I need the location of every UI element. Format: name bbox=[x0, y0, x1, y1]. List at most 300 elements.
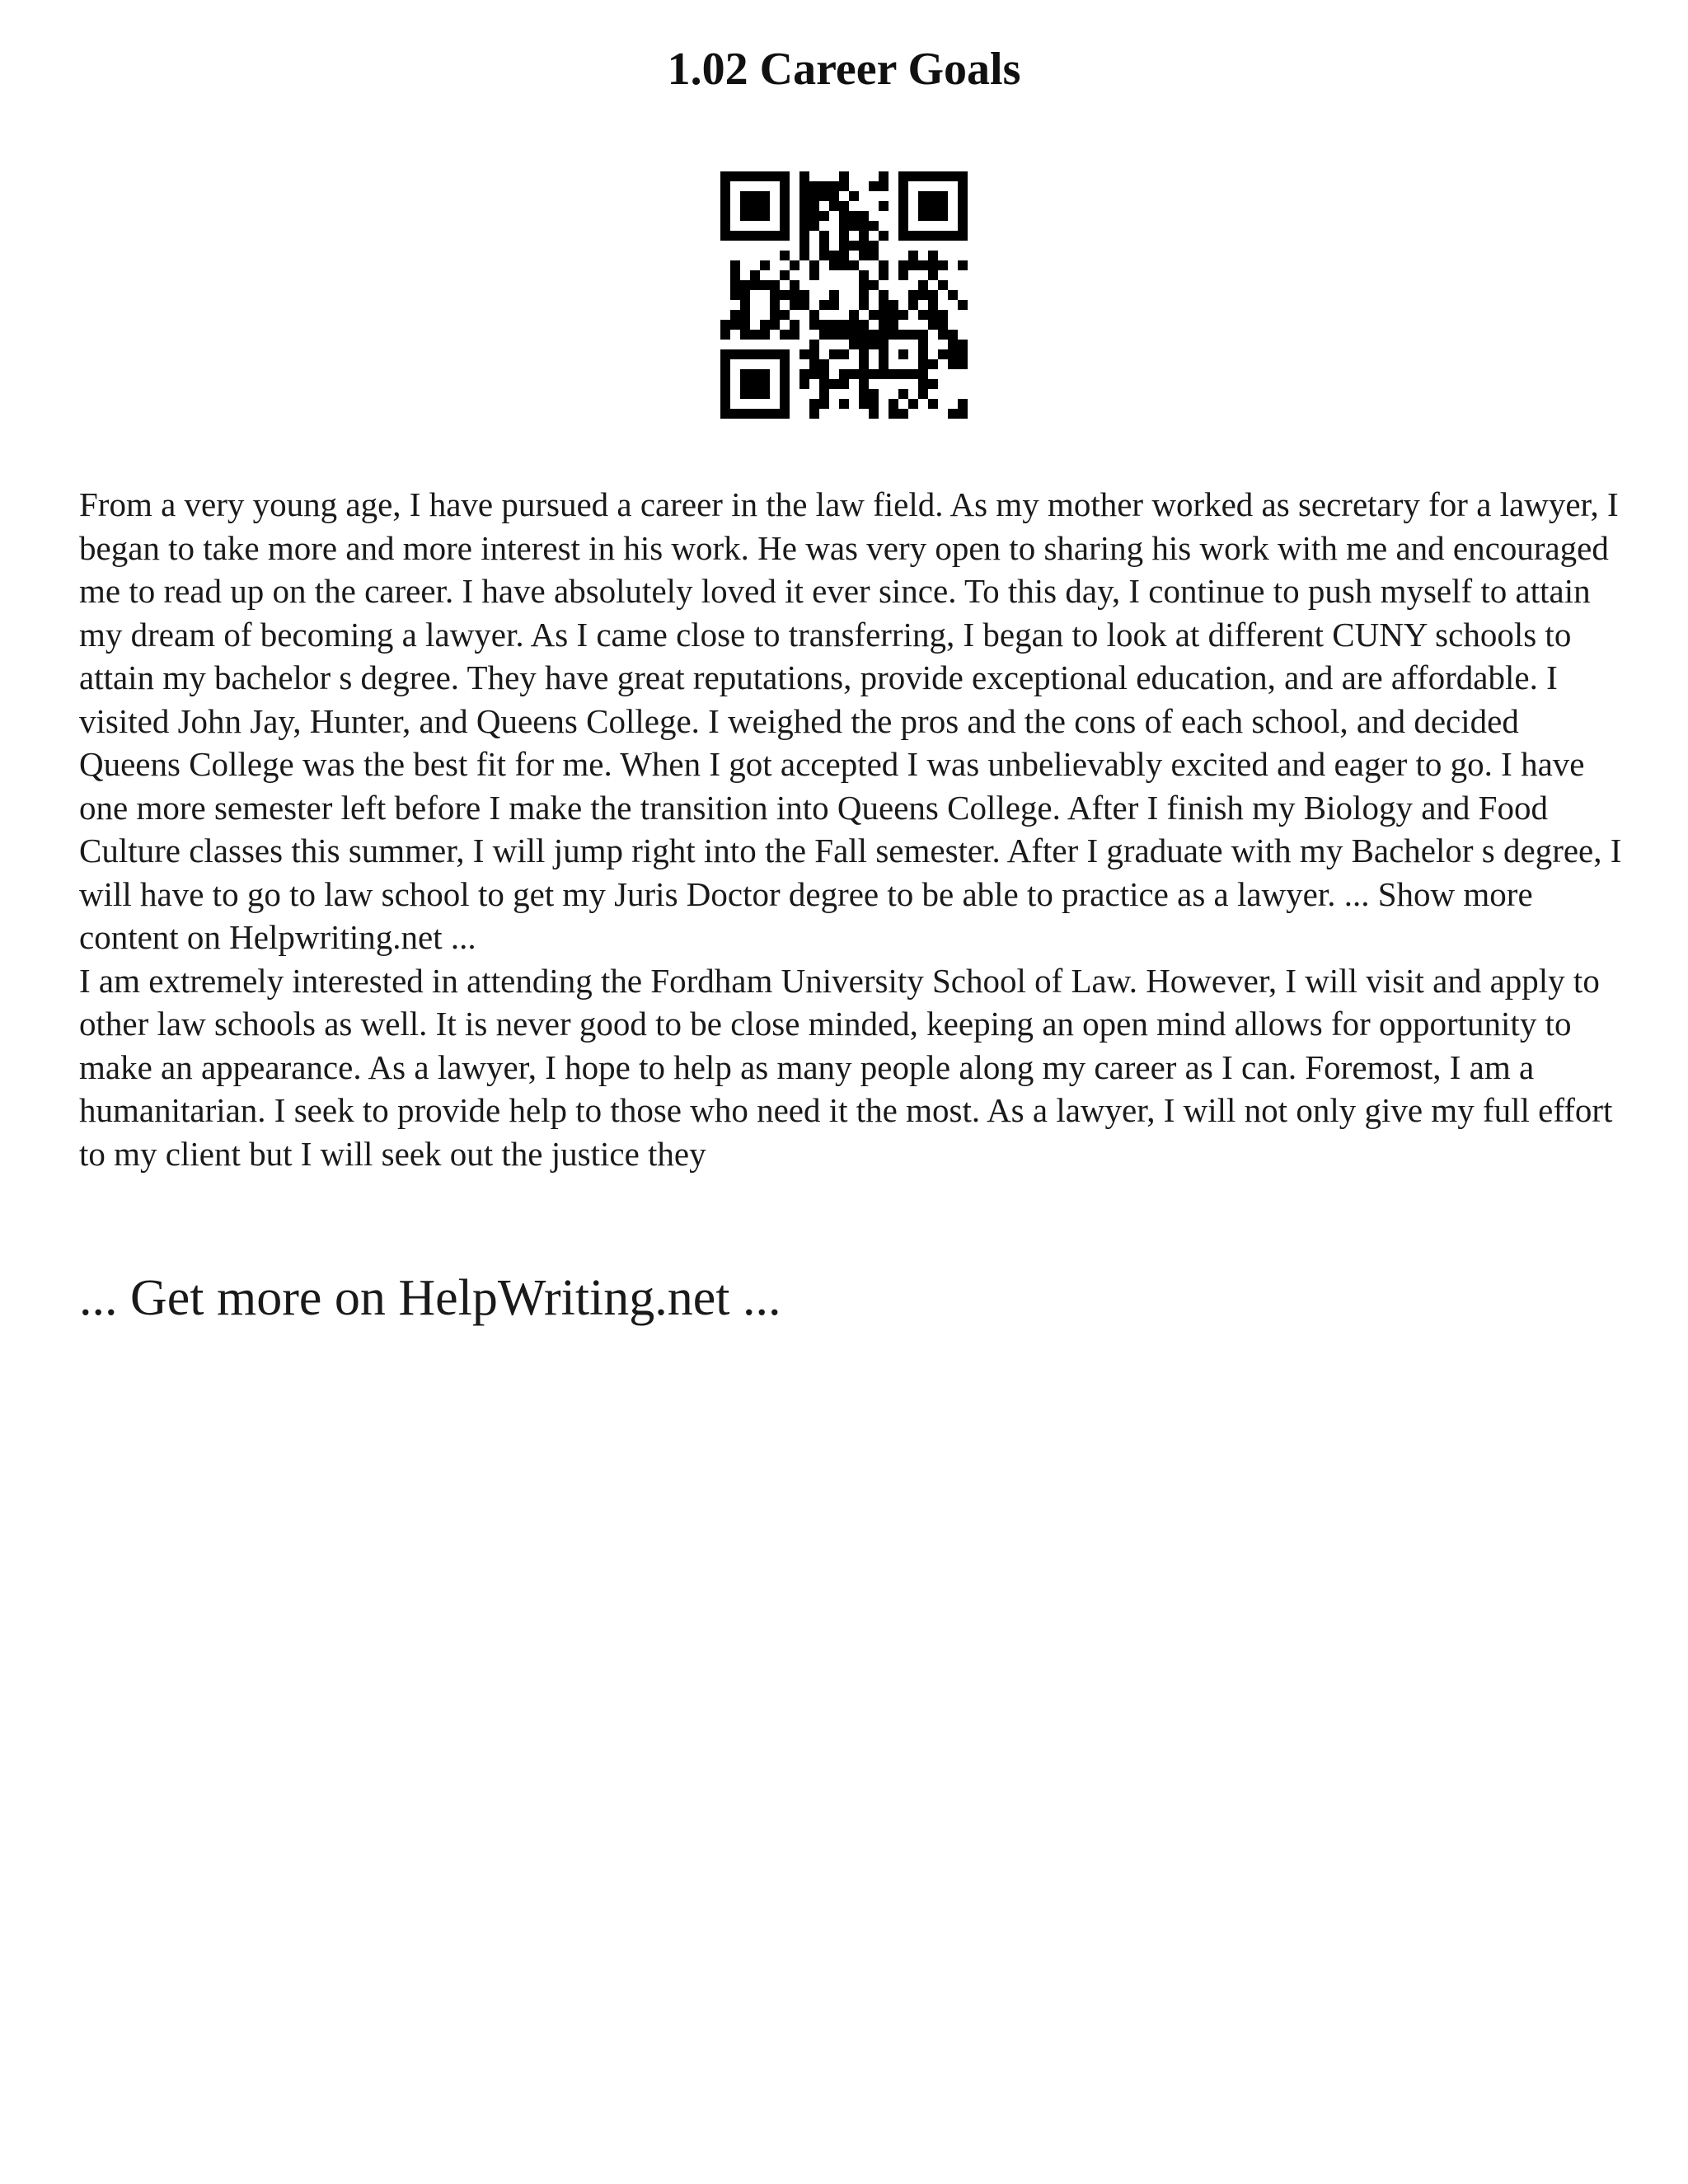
qr-module bbox=[760, 320, 770, 330]
qr-module bbox=[958, 171, 968, 181]
qr-code-icon bbox=[720, 171, 968, 419]
qr-module bbox=[760, 201, 770, 211]
qr-module bbox=[730, 231, 740, 241]
qr-module bbox=[948, 409, 958, 419]
qr-module bbox=[879, 270, 889, 280]
qr-module bbox=[760, 280, 770, 290]
qr-module bbox=[740, 191, 750, 201]
qr-module bbox=[928, 211, 938, 221]
qr-module bbox=[809, 359, 819, 369]
qr-module bbox=[819, 211, 829, 221]
qr-module bbox=[829, 379, 839, 389]
qr-module bbox=[730, 310, 740, 320]
qr-module bbox=[918, 310, 928, 320]
qr-module bbox=[790, 330, 799, 340]
qr-module bbox=[829, 201, 839, 211]
qr-module bbox=[720, 349, 730, 359]
qr-module bbox=[809, 310, 819, 320]
qr-module bbox=[849, 369, 859, 379]
qr-module bbox=[938, 349, 948, 359]
qr-module bbox=[780, 270, 790, 280]
qr-module bbox=[908, 231, 918, 241]
qr-module bbox=[958, 181, 968, 191]
qr-module bbox=[859, 290, 869, 300]
qr-module bbox=[898, 270, 908, 280]
qr-module bbox=[809, 201, 819, 211]
qr-module bbox=[879, 181, 889, 191]
qr-module bbox=[948, 171, 958, 181]
qr-module bbox=[908, 290, 918, 300]
qr-module bbox=[918, 171, 928, 181]
qr-module bbox=[720, 359, 730, 369]
qr-module bbox=[879, 369, 889, 379]
qr-module bbox=[720, 379, 730, 389]
qr-module bbox=[908, 251, 918, 260]
qr-module bbox=[898, 171, 908, 181]
qr-module bbox=[760, 389, 770, 399]
qr-module bbox=[780, 349, 790, 359]
qr-module bbox=[780, 211, 790, 221]
qr-module bbox=[819, 359, 829, 369]
qr-module bbox=[809, 349, 819, 359]
qr-module bbox=[859, 221, 869, 231]
qr-module bbox=[799, 379, 809, 389]
qr-module bbox=[948, 340, 958, 349]
qr-module bbox=[928, 399, 938, 409]
qr-module bbox=[809, 340, 819, 349]
qr-module bbox=[720, 369, 730, 379]
get-more-link[interactable]: ... Get more on HelpWriting.net ... bbox=[79, 1270, 781, 1326]
qr-module bbox=[799, 251, 809, 260]
qr-module bbox=[760, 369, 770, 379]
qr-module bbox=[898, 181, 908, 191]
qr-module bbox=[780, 310, 790, 320]
qr-module bbox=[780, 251, 790, 260]
qr-module bbox=[730, 260, 740, 270]
qr-module bbox=[819, 399, 829, 409]
qr-module bbox=[819, 330, 829, 340]
qr-module bbox=[889, 399, 898, 409]
qr-module bbox=[869, 399, 879, 409]
qr-module bbox=[790, 280, 799, 290]
qr-module bbox=[799, 181, 809, 191]
qr-module bbox=[740, 211, 750, 221]
qr-module bbox=[829, 320, 839, 330]
qr-module bbox=[859, 389, 869, 399]
qr-module bbox=[740, 300, 750, 310]
qr-module bbox=[839, 241, 849, 251]
qr-module bbox=[720, 211, 730, 221]
qr-module bbox=[809, 211, 819, 221]
qr-module bbox=[780, 221, 790, 231]
qr-module bbox=[948, 231, 958, 241]
qr-module bbox=[938, 280, 948, 290]
qr-module bbox=[928, 300, 938, 310]
qr-module bbox=[958, 359, 968, 369]
qr-module bbox=[720, 409, 730, 419]
qr-module bbox=[849, 320, 859, 330]
qr-module bbox=[720, 320, 730, 330]
qr-module bbox=[790, 290, 799, 300]
qr-module bbox=[790, 300, 799, 310]
qr-module bbox=[898, 201, 908, 211]
qr-module bbox=[928, 251, 938, 260]
qr-module bbox=[730, 349, 740, 359]
paragraph: I am extremely interested in attending the Fordham University School of Law. However, I will visit and apply to other law schools as well. It is never good to be close minded, keeping an open mind allows for opportunity to make an appearance. As a lawyer, I hope to help as many people along my career as I can. Foremost, I am a humanitarian. I seek to provide help to those who need it the most. As a lawyer, I will not only give my full effort to my client but I will seek out the justice they bbox=[79, 961, 1613, 1173]
qr-module bbox=[819, 231, 829, 241]
qr-module bbox=[809, 320, 819, 330]
qr-module bbox=[859, 300, 869, 310]
qr-module bbox=[859, 330, 869, 340]
qr-module bbox=[869, 241, 879, 251]
qr-module bbox=[740, 389, 750, 399]
qr-module bbox=[760, 379, 770, 389]
qr-module bbox=[958, 211, 968, 221]
qr-module bbox=[889, 409, 898, 419]
qr-module bbox=[750, 349, 760, 359]
qr-module bbox=[928, 201, 938, 211]
qr-module bbox=[918, 260, 928, 270]
qr-module bbox=[889, 320, 898, 330]
qr-module bbox=[839, 231, 849, 241]
article-body bbox=[79, 483, 1629, 1175]
qr-module bbox=[780, 399, 790, 409]
qr-module bbox=[720, 181, 730, 191]
qr-module bbox=[780, 369, 790, 379]
qr-module bbox=[799, 300, 809, 310]
qr-module bbox=[819, 379, 829, 389]
qr-module bbox=[879, 349, 889, 359]
qr-module bbox=[770, 409, 780, 419]
qr-module bbox=[859, 379, 869, 389]
qr-module bbox=[770, 290, 780, 300]
qr-module bbox=[720, 221, 730, 231]
qr-module bbox=[938, 231, 948, 241]
qr-module bbox=[720, 171, 730, 181]
qr-module bbox=[908, 260, 918, 270]
qr-module bbox=[869, 330, 879, 340]
qr-module bbox=[898, 349, 908, 359]
qr-module bbox=[829, 330, 839, 340]
qr-module bbox=[730, 270, 740, 280]
qr-module bbox=[938, 201, 948, 211]
qr-module bbox=[898, 191, 908, 201]
qr-module bbox=[819, 241, 829, 251]
qr-module bbox=[918, 369, 928, 379]
qr-module bbox=[869, 221, 879, 231]
qr-module bbox=[720, 399, 730, 409]
qr-module bbox=[948, 359, 958, 369]
qr-module bbox=[928, 359, 938, 369]
qr-module bbox=[918, 389, 928, 399]
qr-module bbox=[839, 221, 849, 231]
qr-module bbox=[879, 330, 889, 340]
qr-module bbox=[869, 409, 879, 419]
qr-module bbox=[730, 320, 740, 330]
qr-module bbox=[829, 260, 839, 270]
qr-module bbox=[958, 201, 968, 211]
qr-module bbox=[928, 270, 938, 280]
qr-module bbox=[918, 231, 928, 241]
qr-module bbox=[780, 330, 790, 340]
qr-module bbox=[770, 300, 780, 310]
qr-module bbox=[780, 290, 790, 300]
qr-module bbox=[750, 280, 760, 290]
qr-module bbox=[869, 181, 879, 191]
qr-module bbox=[918, 280, 928, 290]
qr-module bbox=[879, 300, 889, 310]
qr-module bbox=[918, 211, 928, 221]
qr-module bbox=[809, 191, 819, 201]
qr-module bbox=[908, 330, 918, 340]
qr-module bbox=[869, 389, 879, 399]
qr-module bbox=[770, 231, 780, 241]
qr-module bbox=[829, 290, 839, 300]
qr-module bbox=[938, 211, 948, 221]
qr-module bbox=[740, 330, 750, 340]
qr-module bbox=[720, 191, 730, 201]
qr-module bbox=[799, 369, 809, 379]
qr-module bbox=[918, 379, 928, 389]
qr-module bbox=[869, 280, 879, 290]
qr-module bbox=[879, 231, 889, 241]
qr-module bbox=[750, 171, 760, 181]
qr-module bbox=[859, 211, 869, 221]
qr-module bbox=[750, 379, 760, 389]
qr-module bbox=[819, 191, 829, 201]
qr-module bbox=[849, 260, 859, 270]
qr-module bbox=[879, 260, 889, 270]
qr-module bbox=[740, 320, 750, 330]
qr-module bbox=[958, 409, 968, 419]
qr-module bbox=[750, 409, 760, 419]
qr-module bbox=[799, 201, 809, 211]
qr-module bbox=[799, 171, 809, 181]
qr-module bbox=[918, 290, 928, 300]
qr-module bbox=[839, 181, 849, 191]
qr-module bbox=[918, 330, 928, 340]
qr-module bbox=[958, 231, 968, 241]
qr-module bbox=[958, 349, 968, 359]
qr-module bbox=[790, 320, 799, 330]
qr-module bbox=[750, 201, 760, 211]
qr-module bbox=[740, 280, 750, 290]
qr-module bbox=[908, 369, 918, 379]
qr-module bbox=[780, 201, 790, 211]
qr-module bbox=[948, 290, 958, 300]
page-title: 1.02 Career Goals bbox=[667, 44, 1021, 95]
qr-module bbox=[780, 181, 790, 191]
qr-module bbox=[849, 310, 859, 320]
qr-module bbox=[839, 171, 849, 181]
qr-module bbox=[780, 191, 790, 201]
qr-module bbox=[859, 280, 869, 290]
qr-module bbox=[799, 231, 809, 241]
qr-module bbox=[879, 201, 889, 211]
qr-module bbox=[780, 171, 790, 181]
qr-module bbox=[809, 270, 819, 280]
qr-module bbox=[908, 171, 918, 181]
qr-module bbox=[770, 320, 780, 330]
qr-module bbox=[898, 211, 908, 221]
qr-module bbox=[938, 191, 948, 201]
qr-module bbox=[760, 349, 770, 359]
qr-module bbox=[879, 290, 889, 300]
qr-module bbox=[799, 290, 809, 300]
qr-module bbox=[928, 191, 938, 201]
qr-module bbox=[750, 231, 760, 241]
qr-module bbox=[809, 260, 819, 270]
qr-module bbox=[849, 221, 859, 231]
qr-module bbox=[898, 221, 908, 231]
qr-module bbox=[898, 409, 908, 419]
qr-module bbox=[948, 349, 958, 359]
qr-module bbox=[799, 241, 809, 251]
qr-module bbox=[859, 231, 869, 241]
qr-module bbox=[918, 201, 928, 211]
qr-module bbox=[849, 241, 859, 251]
qr-module bbox=[928, 379, 938, 389]
qr-module bbox=[750, 389, 760, 399]
qr-module bbox=[829, 181, 839, 191]
qr-module bbox=[859, 320, 869, 330]
qr-module bbox=[839, 201, 849, 211]
qr-module bbox=[730, 280, 740, 290]
qr-module bbox=[859, 340, 869, 349]
qr-module bbox=[839, 260, 849, 270]
qr-module bbox=[879, 340, 889, 349]
qr-module bbox=[918, 359, 928, 369]
qr-module bbox=[879, 310, 889, 320]
qr-module bbox=[770, 310, 780, 320]
qr-module bbox=[898, 389, 908, 399]
qr-module bbox=[958, 260, 968, 270]
qr-module bbox=[780, 359, 790, 369]
qr-module bbox=[898, 310, 908, 320]
qr-module bbox=[760, 211, 770, 221]
qr-module bbox=[859, 359, 869, 369]
qr-module bbox=[720, 201, 730, 211]
qr-module bbox=[938, 310, 948, 320]
qr-module bbox=[859, 270, 869, 280]
qr-module bbox=[879, 171, 889, 181]
qr-module bbox=[839, 251, 849, 260]
qr-module bbox=[780, 231, 790, 241]
qr-module bbox=[829, 191, 839, 201]
qr-module bbox=[790, 260, 799, 270]
qr-module bbox=[958, 300, 968, 310]
paragraph: From a very young age, I have pursued a career in the law field. As my mother worked as secretary for a lawyer, I began to take more and more interest in his work. He was very open to sharing his work with me and encouraged me to read up on the career. I have absolutely loved it ever since. To this day, I continue to push myself to attain my dream of becoming a lawyer. As I came close to transferring, I began to look at different CUNY schools to attain my bachelor s degree. They have great reputations, provide exceptional education, and are affordable. I visited John Jay, Hunter, and Queens College. I weighed the pros and the cons of each school, and decided Queens College was the best fit for me. When I got accepted I was unbelievably excited and eager to go. I have one more semester left before I make the transition into Queens College. After I finish my Biology and Food Culture classes this summer, I will jump right into the Fall semester. After I graduate with my Bachelor s degree, I will have to go to law school to get my Juris Doctor degree to be able to practice as a lawyer. ... Show more content on Helpwriting.net ... bbox=[79, 485, 1622, 956]
qr-module bbox=[770, 280, 780, 290]
qr-module bbox=[869, 251, 879, 260]
qr-module bbox=[770, 349, 780, 359]
qr-module bbox=[760, 231, 770, 241]
qr-module bbox=[819, 300, 829, 310]
qr-module bbox=[889, 310, 898, 320]
qr-module bbox=[869, 369, 879, 379]
qr-module bbox=[799, 349, 809, 359]
qr-module bbox=[819, 369, 829, 379]
qr-module bbox=[720, 330, 730, 340]
qr-module bbox=[879, 359, 889, 369]
qr-module bbox=[740, 379, 750, 389]
qr-module bbox=[849, 211, 859, 221]
qr-module bbox=[898, 231, 908, 241]
qr-module bbox=[859, 369, 869, 379]
qr-module bbox=[740, 231, 750, 241]
qr-module bbox=[898, 369, 908, 379]
qr-module bbox=[938, 260, 948, 270]
qr-module bbox=[928, 171, 938, 181]
qr-module bbox=[799, 211, 809, 221]
qr-module bbox=[879, 320, 889, 330]
qr-module bbox=[859, 349, 869, 359]
qr-module bbox=[928, 260, 938, 270]
qr-module bbox=[809, 221, 819, 231]
qr-module bbox=[809, 181, 819, 191]
qr-module bbox=[928, 310, 938, 320]
qr-module bbox=[799, 221, 809, 231]
qr-module bbox=[809, 409, 819, 419]
qr-module bbox=[918, 340, 928, 349]
qr-module bbox=[889, 330, 898, 340]
qr-module bbox=[829, 300, 839, 310]
qr-module bbox=[839, 369, 849, 379]
qr-module bbox=[938, 330, 948, 340]
qr-module bbox=[819, 251, 829, 260]
qr-module bbox=[760, 260, 770, 270]
qr-module bbox=[770, 171, 780, 181]
qr-module bbox=[760, 330, 770, 340]
qr-module bbox=[928, 290, 938, 300]
qr-module bbox=[730, 409, 740, 419]
qr-module bbox=[760, 171, 770, 181]
qr-module bbox=[869, 340, 879, 349]
qr-module bbox=[740, 349, 750, 359]
qr-module bbox=[740, 409, 750, 419]
qr-module bbox=[740, 290, 750, 300]
qr-module bbox=[859, 251, 869, 260]
qr-module bbox=[740, 201, 750, 211]
qr-module bbox=[740, 310, 750, 320]
qr-module bbox=[839, 330, 849, 340]
qr-module bbox=[958, 221, 968, 231]
qr-module bbox=[780, 389, 790, 399]
qr-module bbox=[819, 181, 829, 191]
qr-module bbox=[918, 349, 928, 359]
qr-module bbox=[750, 270, 760, 280]
qr-module bbox=[869, 310, 879, 320]
qr-module bbox=[938, 171, 948, 181]
qr-module bbox=[829, 349, 839, 359]
qr-module bbox=[819, 389, 829, 399]
qr-module bbox=[809, 369, 819, 379]
qr-module bbox=[839, 211, 849, 221]
qr-module bbox=[720, 231, 730, 241]
qr-module bbox=[740, 369, 750, 379]
qr-module bbox=[908, 399, 918, 409]
qr-module bbox=[859, 399, 869, 409]
qr-module bbox=[849, 340, 859, 349]
qr-module bbox=[780, 409, 790, 419]
qr-module bbox=[958, 340, 968, 349]
qr-module bbox=[760, 191, 770, 201]
qr-module bbox=[898, 330, 908, 340]
qr-module bbox=[839, 349, 849, 359]
qr-module bbox=[809, 399, 819, 409]
qr-module bbox=[750, 330, 760, 340]
qr-module bbox=[839, 320, 849, 330]
